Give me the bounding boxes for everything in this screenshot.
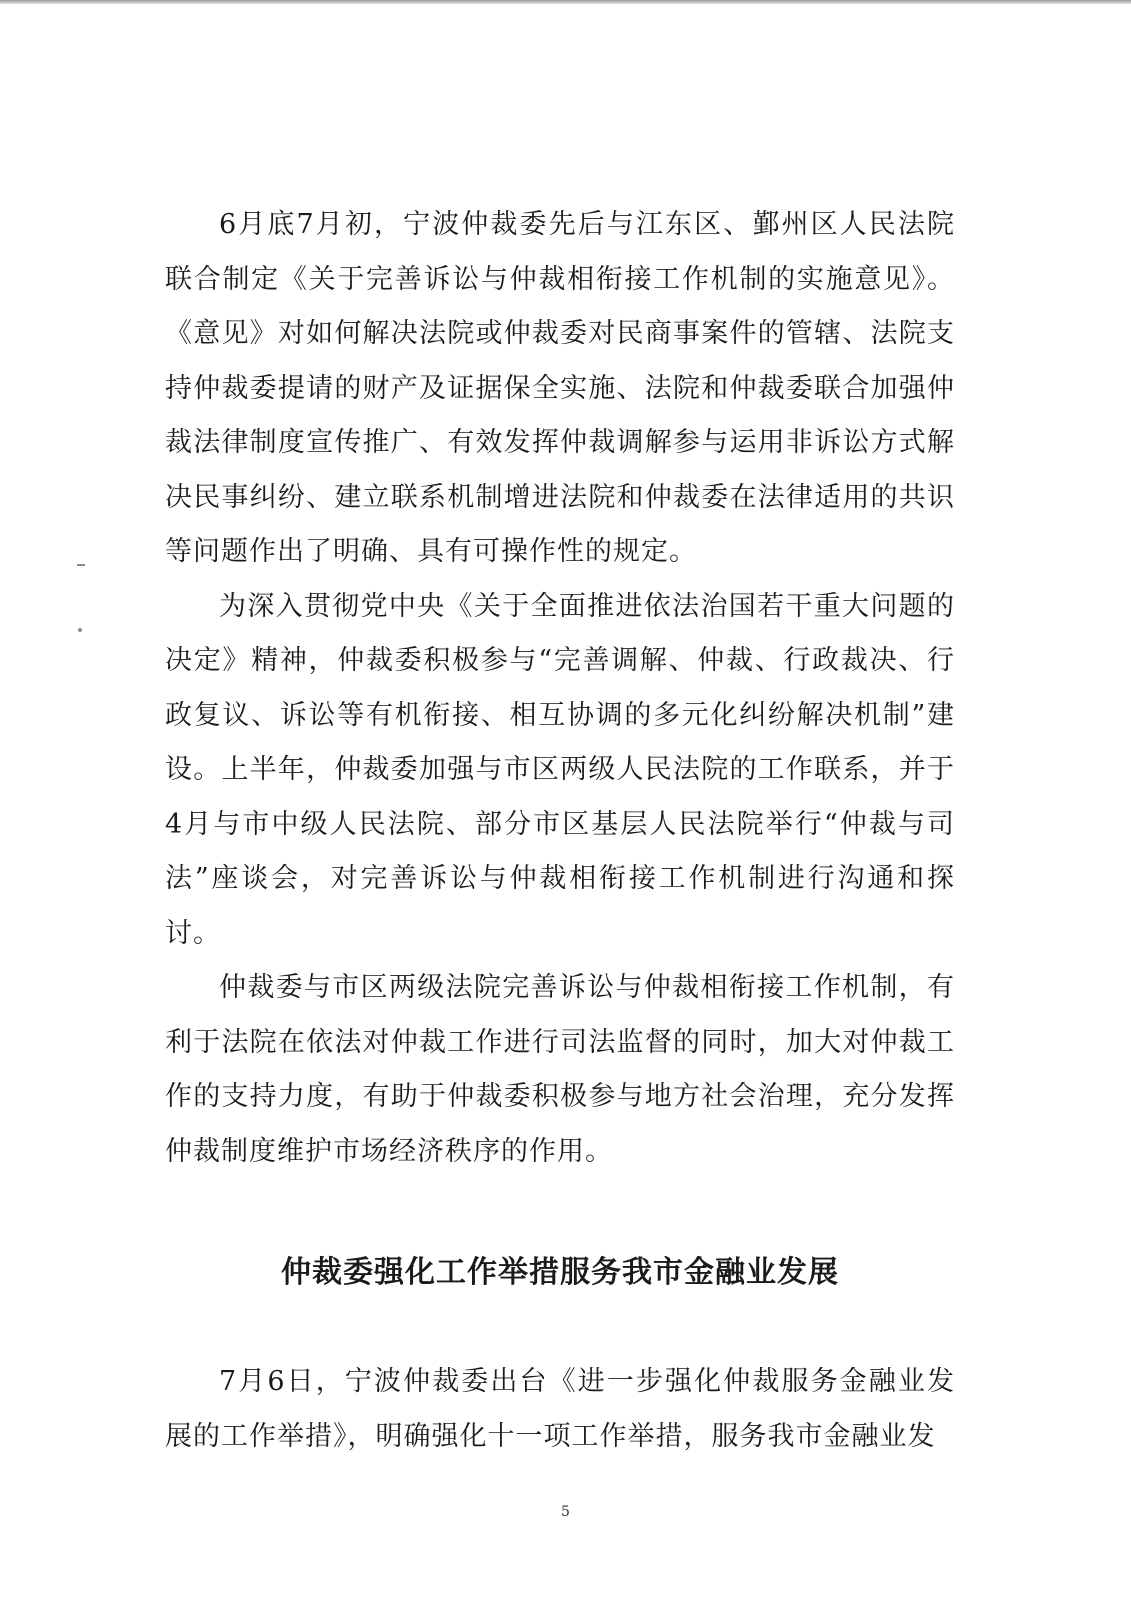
paragraph-finance-measures: 7月6日，宁波仲裁委出台《进一步强化仲裁服务金融业发展的工作举措》，明确强化十一项工作举措，服务我市金融业发: [165, 1366, 955, 1452]
paragraph-mechanism-benefits: 仲裁委与市区两级法院完善诉讼与仲裁相衔接工作机制，有利于法院在依法对仲裁工作进行司法监督的同时，加大对仲裁工作的支持力度，有助于仲裁委积极参与地方社会治理，充分发挥仲裁制度维护市场经济秩序的作用。: [165, 972, 955, 1167]
paragraph-court-arbitration-opinion: 6月底7月初，宁波仲裁委先后与江东区、鄞州区人民法院联合制定《关于完善诉讼与仲裁相衔接工作机制的实施意见》。《意见》对如何解决法院或仲裁委对民商事案件的管辖、法院支持仲裁委提请的财产及证据保全实施、法院和仲裁委联合加强仲裁法律制度宣传推广、有效发挥仲裁调解参与运用非诉讼方式解决民事纠纷、建立联系机制增进法院和仲裁委在法律适用的共识等问题作出了明确、具有可操作性的规定。: [165, 209, 955, 567]
document-body: [165, 198, 955, 1464]
page-number: 5: [561, 1504, 570, 1520]
scan-top-edge: [0, 0, 1131, 4]
scan-speck-dot: [78, 628, 82, 632]
section-heading-finance: 仲裁委强化工作举措服务我市金融业发展: [281, 1255, 839, 1290]
paragraph-rule-of-law-decision: 为深入贯彻党中央《关于全面推进依法治国若干重大问题的决定》精神，仲裁委积极参与“完善调解、仲裁、行政裁决、行政复议、诉讼等有机衔接、相互协调的多元化纠纷解决机制”建设。上半年，仲裁委加强与市区两级人民法院的工作联系，并于4月与市中级人民法院、部分市区基层人民法院举行“仲裁与司法”座谈会，对完善诉讼与仲裁相衔接工作机制进行沟通和探讨。: [165, 590, 955, 949]
scan-speck-dash: [77, 564, 85, 566]
